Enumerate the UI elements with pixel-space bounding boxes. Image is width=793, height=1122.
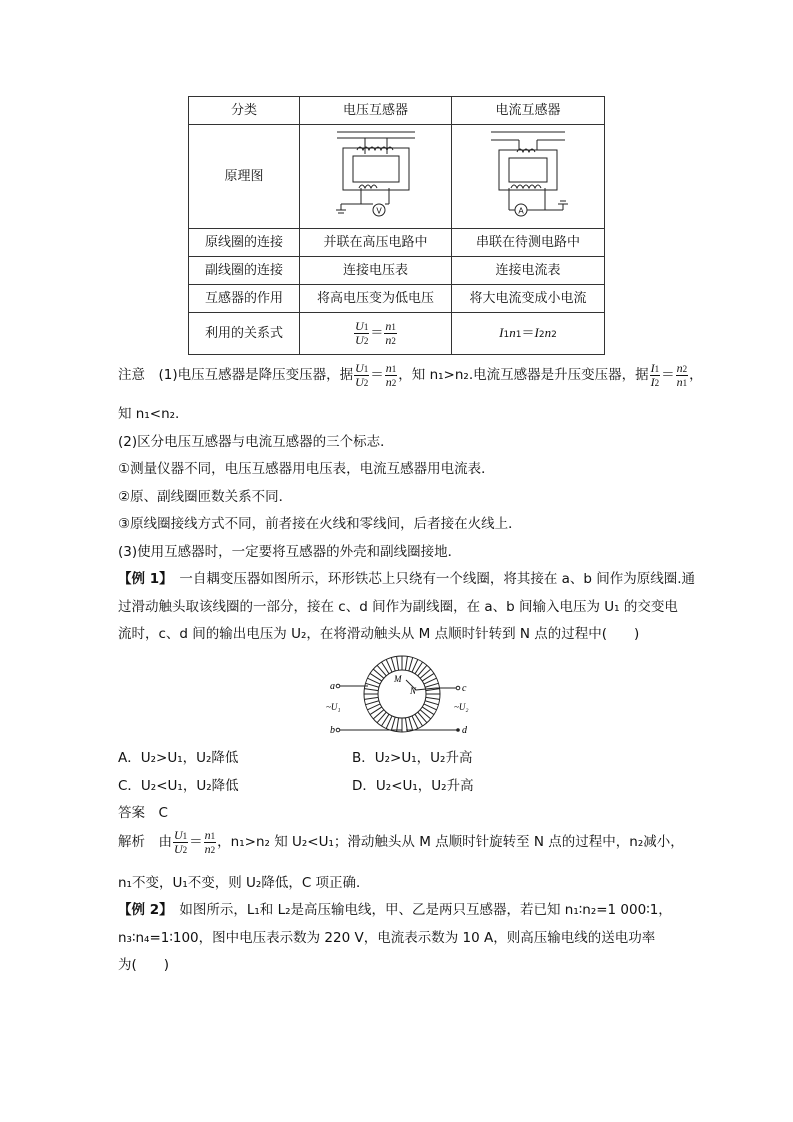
note-line-3: ①测量仪器不同，电压互感器用电压表，电流互感器用电流表． [118,461,495,477]
table-header-row [189,97,605,125]
coil-turn [366,683,379,687]
table-cell: 将大电流变成小电流 [452,285,605,313]
row-label: 原理图 [189,125,300,229]
table-cell: 将高电压变为低电压 [300,285,452,313]
coil-turn [405,656,407,670]
table-row [189,229,605,257]
coil-turn [364,697,378,699]
input-voltage-label: ~U₁ [326,702,341,712]
comparison-table [188,96,605,355]
solution-line-1: 解析 由 $\frac{U1}{U2}$ ＝ $\frac{n1}{n2}$ ，n₁>n₂ 知 U₂<U₁；滑动触头从 M 点顺时针旋转至 N 点的过程中，n₂减小， [118,828,684,856]
table-cell: 连接电压表 [300,257,452,285]
coil-turn [391,717,395,730]
table-row [189,257,605,285]
note-line-6: (3)使用互感器时，一定要将互感器的外壳和副线圈接地． [118,544,462,560]
option-b: B．U₂>U₁，U₂升高 [352,750,473,766]
voltage-transformer-diagram [300,125,452,229]
table-row [189,313,605,355]
voltmeter-symbol: V [375,206,382,216]
note-line-4: ②原、副线圈匝数关系不同． [118,489,293,505]
point-m-label: M [394,674,402,684]
autotransformer-figure [322,650,482,742]
example-1-tag: 【例 1】 [118,571,166,587]
table-cell: 串联在待测电路中 [452,229,605,257]
example-2-line-3: 为( ) [118,957,170,973]
coil-turn [366,701,379,705]
terminal-d-label: d [462,725,467,736]
example-1-line-3: 流时，c、d 间的输出电压为 U₂，在将滑动触头从 M 点顺时针转到 N 点的过程中( ) [118,626,640,642]
voltage-transformer-diagram-svg [321,126,431,222]
header-cell: 分类 [189,97,300,125]
example-2-line-1: 【例 2】 如图所示，L₁和 L₂是高压输电线，甲、乙是两只互感器，若已知 n₁∶n₂=1 000∶1， [118,902,672,918]
coil-turn [391,658,395,671]
example-1-line-2: 过滑动触头取该线圈的一部分，接在 c、d 间作为副线圈，在 a、b 间输入电压为 U₁ 的交变电 [118,599,678,615]
example-1-line-1: 【例 1】 一自耦变压器如图所示，环形铁芯上只绕有一个线圈，将其接在 a、b 间作为原线圈.通 [118,571,696,587]
note-line-5: ③原线圈接线方式不同，前者接在火线和零线间，后者接在火线上． [118,516,522,532]
current-relation-formula: I1n1＝I2n2 [452,313,605,355]
coil-turn [409,658,413,671]
note-line-2: (2)区分电压互感器与电流互感器的三个标志． [118,434,394,450]
terminal-c-label: c [462,683,467,694]
note-line-1-cont: 知 n₁<n₂. [118,406,180,422]
row-label: 原线圈的连接 [189,229,300,257]
header-cell: 电流互感器 [452,97,605,125]
ammeter-symbol: A [518,206,524,216]
terminal-a-label: a [330,681,335,692]
current-transformer-diagram-svg [473,126,583,222]
table-row [189,285,605,313]
coil-turn [364,689,378,691]
header-cell: 电压互感器 [300,97,452,125]
option-c: C．U₂<U₁，U₂降低 [118,778,239,794]
row-label: 互感器的作用 [189,285,300,313]
coil-turn [426,697,440,699]
answer-line: 答案 C [118,805,168,821]
example-2-tag: 【例 2】 [118,902,166,918]
option-d: D．U₂<U₁，U₂升高 [352,778,474,794]
output-voltage-label: ~U₂ [454,702,469,712]
point-n-label: N [410,686,417,696]
coil-turn [397,656,399,670]
voltage-relation-formula: $\frac{U1}{U2}$ ＝ $\frac{n1}{n2}$ [300,313,452,355]
coil-turn [409,717,413,730]
current-transformer-diagram [452,125,605,229]
solution-line-2: n₁不变，U₁不变，则 U₂降低，C 项正确． [118,875,370,891]
row-label: 利用的关系式 [189,313,300,355]
option-a: A．U₂>U₁，U₂降低 [118,750,239,766]
coil-turn [425,701,438,705]
coil-turn [425,683,438,687]
row-label: 副线圈的连接 [189,257,300,285]
table-row [189,125,605,229]
table-cell: 连接电流表 [452,257,605,285]
note-line-1: 注意 (1)电压互感器是降压变压器，据 $\frac{U1}{U2}$ ＝ $\frac{n1}{n2}$ ，知 n₁>n₂.电流互感器是升压变压器，据 $\frac{I1}{I2}$ ＝ $\frac{n2}{n1}$ ， [118,361,703,389]
terminal-b-label: b [330,725,335,736]
example-2-line-2: n₃∶n₄=1∶100，图中电压表示数为 220 V，电流表示数为 10 A，则高压输电线的送电功率 [118,930,656,946]
table-cell: 并联在高压电路中 [300,229,452,257]
